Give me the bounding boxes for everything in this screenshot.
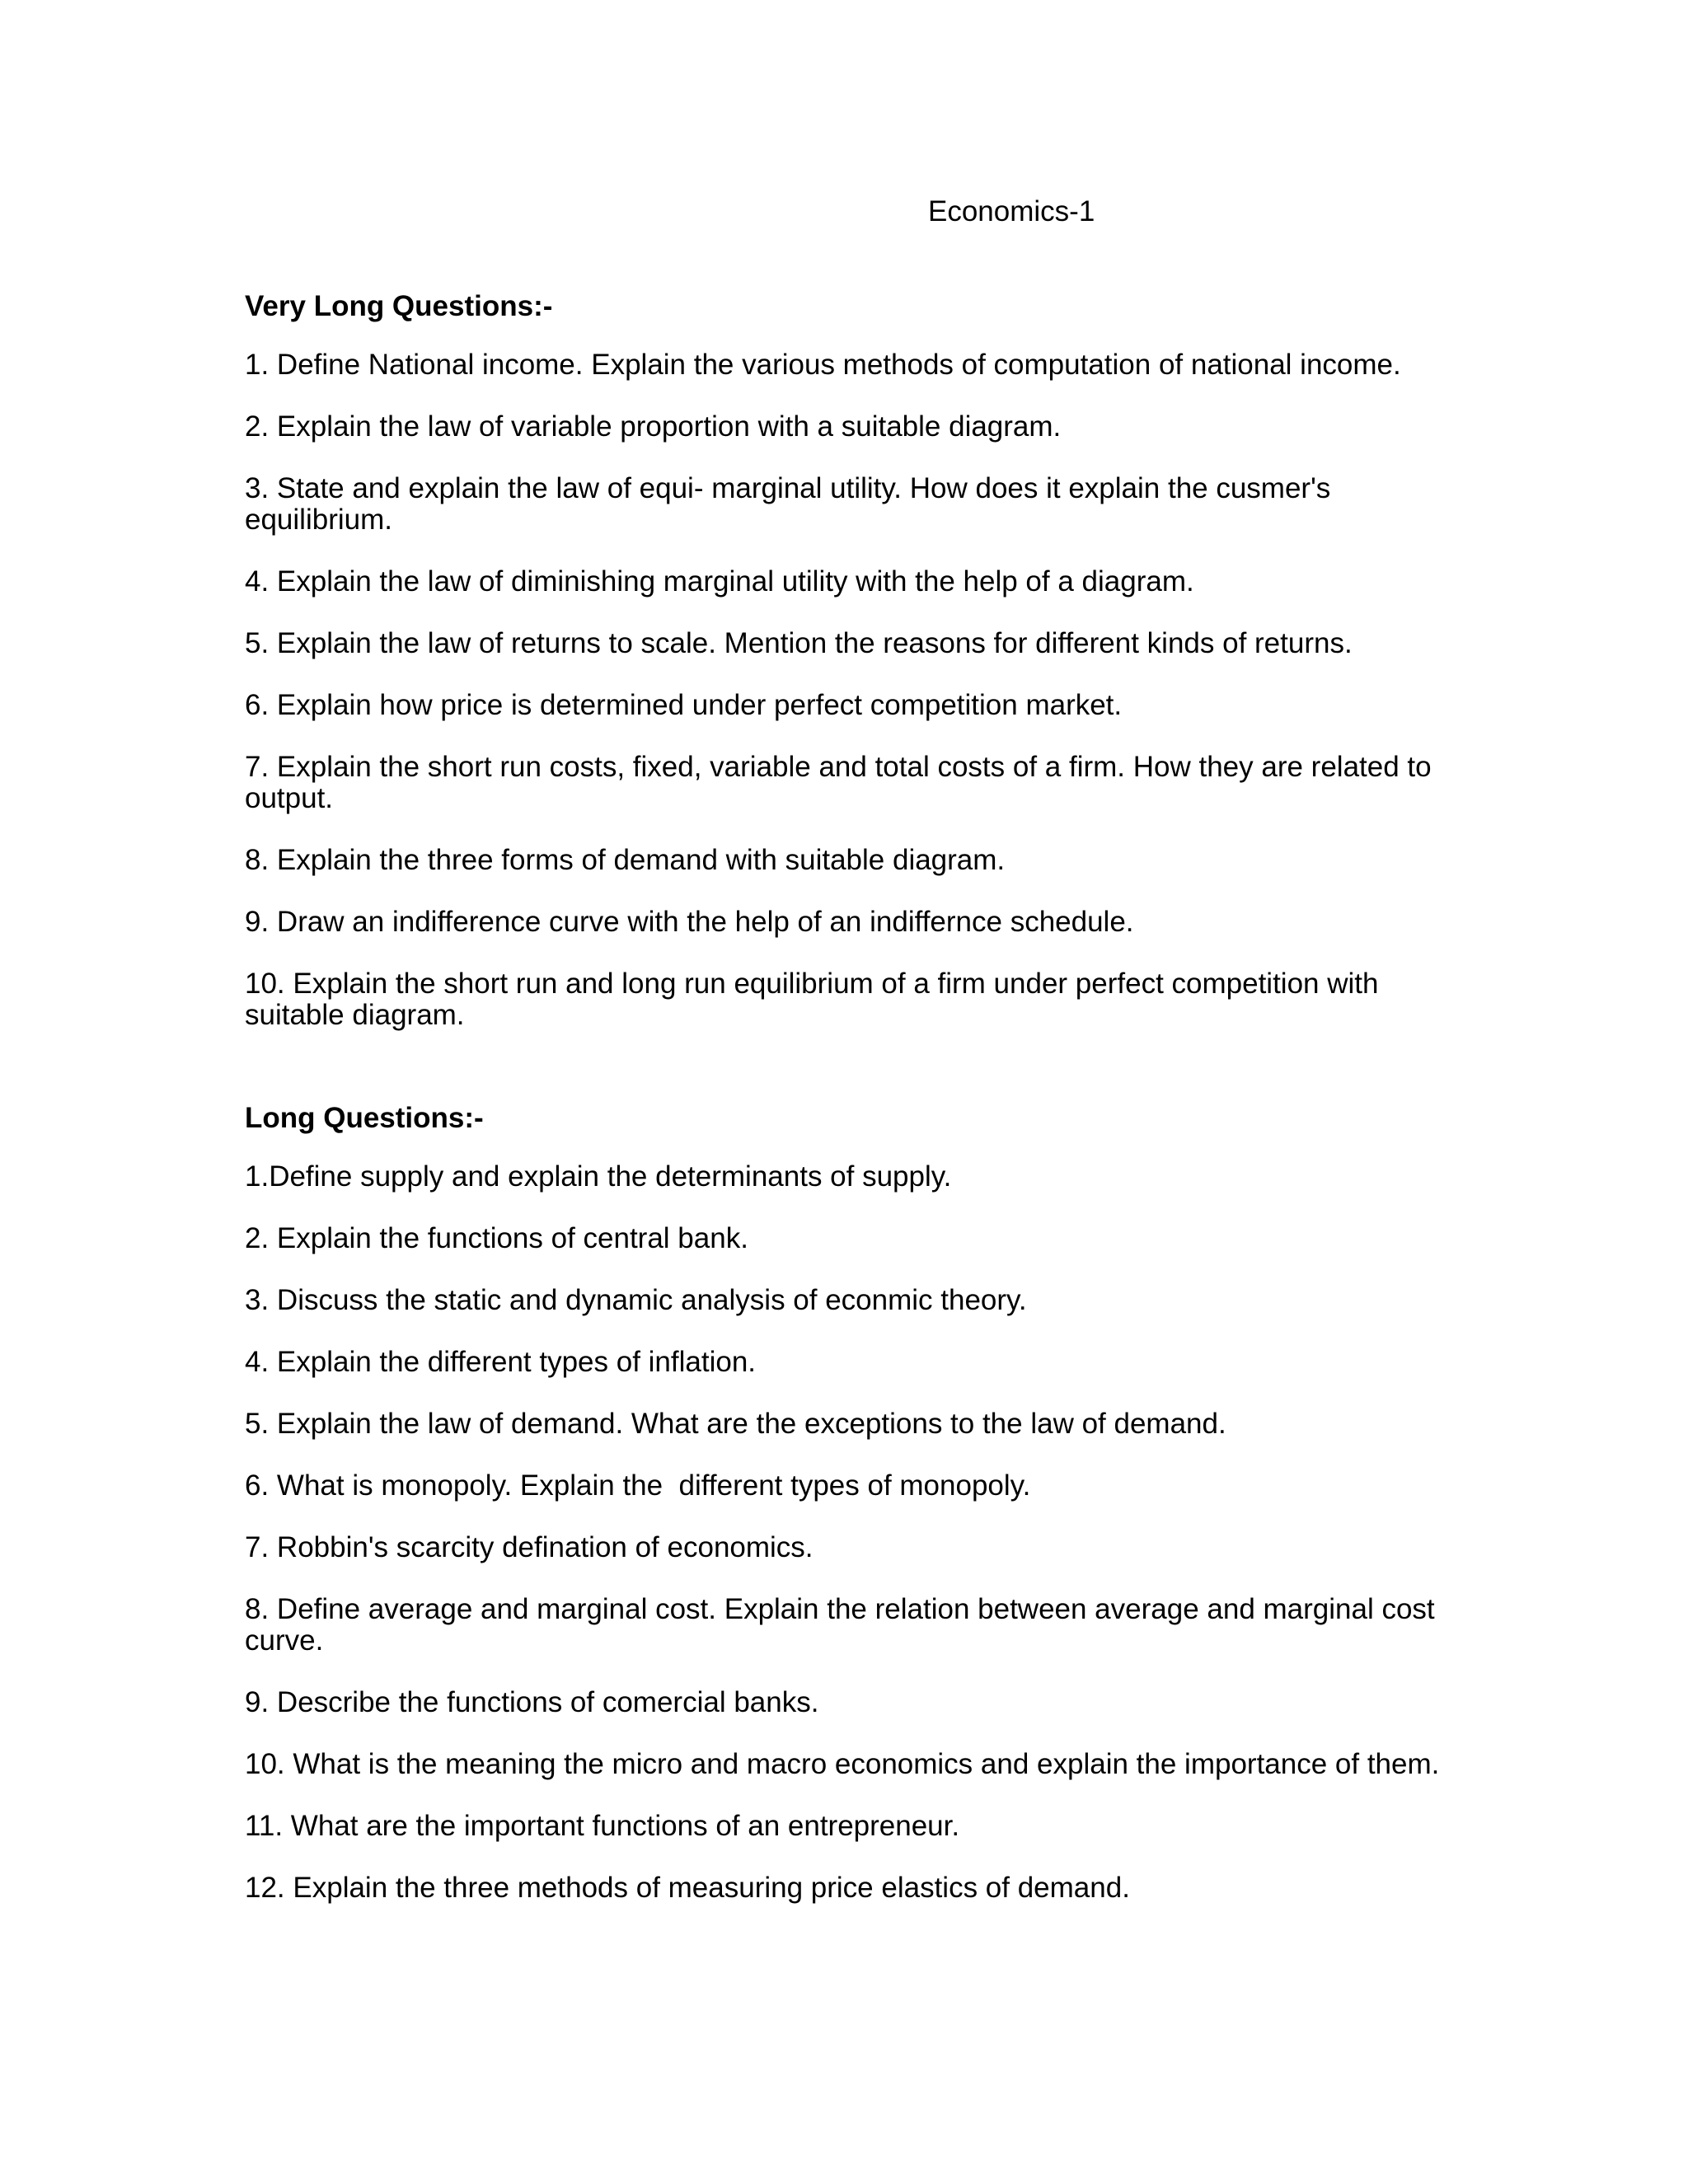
very-long-question-4: 4. Explain the law of diminishing marginal utility with the help of a diagram. [245,565,1194,598]
very-long-question-10: 10. Explain the short run and long run equilibrium of a firm under perfect competition with suitable diagram. [245,968,1387,1031]
very-long-questions-section [245,287,1448,1062]
very-long-question-7: 7. Explain the short run costs, fixed, variable and total costs of a firm. How they are related to output. [245,751,1440,814]
very-long-questions-list [245,349,1448,1031]
very-long-question-1: 1. Define National income. Explain the various methods of computation of national income. [245,349,1401,381]
long-question-8: 8. Define average and marginal cost. Explain the relation between average and marginal cost curve. [245,1593,1443,1657]
long-questions-list [245,1161,1448,1904]
long-question-12: 12. Explain the three methods of measuring price elastics of demand. [245,1872,1130,1904]
long-question-5: 5. Explain the law of demand. What are the exceptions to the law of demand. [245,1408,1226,1440]
long-question-1: 1.Define supply and explain the determinants of supply. [245,1160,952,1193]
document-title: Economics-1 [928,195,1095,227]
long-questions-heading: Long Questions:- [245,1102,484,1134]
long-question-9: 9. Describe the functions of comercial banks. [245,1686,819,1718]
very-long-question-6: 6. Explain how price is determined under perfect competition market. [245,689,1123,721]
very-long-questions-heading: Very Long Questions:- [245,290,553,322]
very-long-question-8: 8. Explain the three forms of demand with suitable diagram. [245,844,1006,876]
long-question-3: 3. Discuss the static and dynamic analysis of econmic theory. [245,1284,1027,1316]
long-question-7: 7. Robbin's scarcity defination of economics. [245,1531,814,1563]
very-long-question-5: 5. Explain the law of returns to scale. Mention the reasons for different kinds of returns. [245,627,1353,659]
long-questions-section [245,1099,1448,1934]
long-question-6: 6. What is monopoly. Explain the different types of monopoly. [245,1469,1031,1502]
long-question-2: 2. Explain the functions of central bank. [245,1222,748,1254]
very-long-question-3: 3. State and explain the law of equi- marginal utility. How does it explain the cusmer's equilibrium. [245,472,1339,536]
very-long-question-2: 2. Explain the law of variable proportion with a suitable diagram. [245,410,1062,443]
very-long-question-9: 9. Draw an indifference curve with the help of an indiffernce schedule. [245,906,1134,938]
long-question-4: 4. Explain the different types of inflation. [245,1346,757,1378]
long-question-11: 11. What are the important functions of an entrepreneur. [245,1810,960,1842]
long-question-10: 10. What is the meaning the micro and macro economics and explain the importance of them. [245,1748,1440,1780]
